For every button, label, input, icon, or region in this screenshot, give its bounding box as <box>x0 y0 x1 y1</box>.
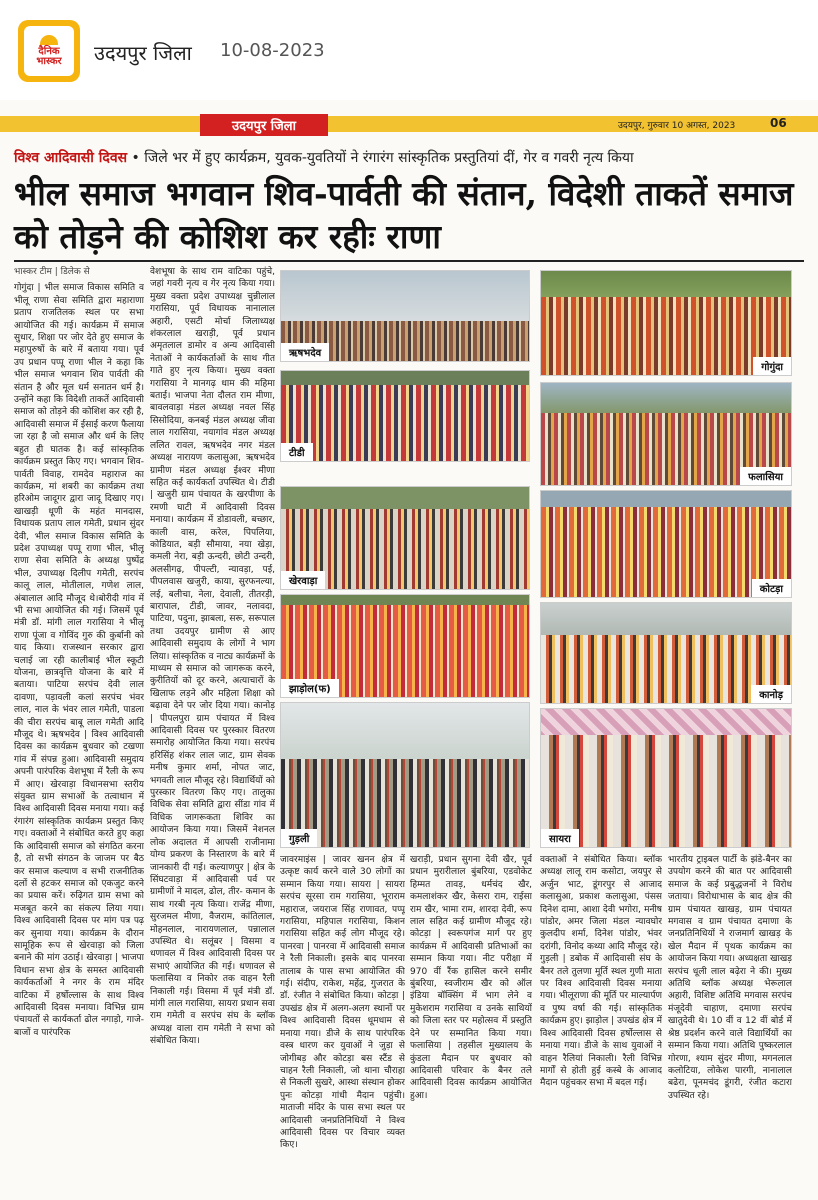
article-column-6 <box>668 854 792 1194</box>
section-strip <box>0 114 818 136</box>
column-1-text: गोगुंदा | भील समाज विकास समिति व भीलू राणा सेवा समिति द्वारा महाराणा प्रताप राजतिलक स्थल पर सभा आयोजित की गई। कार्यक्रम में समाज सुधार, शिक्षा पर जोर देते हुए समाज के महापुरुषों के बारे में बताया गया। पूर्व उप प्रधान पप्पू राणा भील ने कहा कि भील समाज भगवान शिव पार्वती की संतान है और मूल धर्म सनातन धर्म है। उन्होंने कहा कि विदेशी ताकतें आदिवासी समाज को तोड़ने की कोशिश कर रही है, आदिवासी समाज में ईसाई करण फैलाया जा रहा है जो समाज और धर्म के लिए बहुत ही घातक है। कई सांस्कृतिक कार्यक्रम प्रस्तुत किए गए। भगवान शिव-पार्वती विवाह, रामदेव महाराज का कार्यक्रम, मां शबरी का कार्यक्रम तथा हरिओम जादूगर द्वारा जादू दिखाए गए। खाखड़ी धूणी के महंत मानदास, विधायक प्रताप लाल गमेती, प्रधान सुंदर देवी, भील समाज विकास समिति के प्रदेश उपाध्यक्ष पप्पू राणा भील, भीलू राणा सेवा समिति के अध्यक्ष पुष्पेंद्र भील, उपाध्यक्ष दिलीप गमेती, सरपंच कालू लाल, मोतीलाल, गणेश लाल, अंबालाल आदि मौजूद थे।बोरीदी गांव में भी सभा आयोजित की गई। जिसमें पूर्व मंत्री डॉ. मांगी लाल गरासिया ने भीलू राणा पूंजा व गोविंद गुरु की कुर्बानी को याद किया। राजस्थान सरकार द्वारा चलाई जा रही कालीबाई भील स्कूटी योजना, छात्रवृत्ति योजना के बारे में बताया। पाटिया सरपंच देवी लाल दावणा, पड़ावली कलां सरपंच भंवर लाल, नाल के भंवर लाल गमेती, पाडला की चीरा सरपंच बाबू लाल गमेती आदि मौजूद थे। ऋषभदेव | विश्व आदिवासी दिवस का कार्यक्रम बुधवार को टखणा गांव में संपन्न हुआ। आदिवासी समुदाय अपनी पारंपरिक वेशभूषा में रैली के रूप में आए। खेरवाड़ा विधानसभा स्तरीय संयुक्त ग्राम सभाओं के तत्वाधान में विश्व आदिवासी दिवस मनाया गया। कई रंगारंग सांस्कृतिक कार्यक्रम प्रस्तुत किए गए। वक्ताओं ने संबोधित करते हुए कहा कि आदिवासी समाज को संगठित करना है, तो सभी संगठन के जाजम पर बैठ कर समाज कल्याण व सभी राजनीतिक दलों से हटकर समाज को एकजुट करने का प्रयास करें। रुढ़िगत ग्राम सभा को मजबूत करने का संकल्प लिया गया। विश्व आदिवासी दिवस पर मांग पत्र पढ़ कर सुनाया गया। कार्यक्रम के दौरान सामूहिक रूप से खेरवाड़ा को जिला बनाने की मांग उठाई। खेरवाड़ा | भाजपा विधान सभा क्षेत्र के समस्त आदिवासी कार्यकर्ताओं ने नगर के राम मंदिर वाटिका में हर्षोल्लास के साथ विश्व आदिवासी दिवस मनाया। विभिन्न ग्राम पंचायतों से कार्यकर्ता ढोल नगाड़ो, गाजे-बाजों व पारंपरिक <box>14 283 144 1038</box>
photo-gogunda <box>540 270 792 376</box>
byline: भास्कर टीम | डिलेक से <box>14 267 90 277</box>
sun-icon <box>40 35 58 45</box>
column-4-text: खराड़ी, प्रधान सुगना देवी खैर, पूर्व प्रधान मुरारीलाल बुंबरिया, एडवोकेट हिम्मत तावड़, धर्मचंद खैर, कमलाशंकर खैर, केसरा राम, राईसा राम खैर, भामा राम, शारदा देवी, रूप लाल सहित कई ग्रामीण मौजूद रहे। कोटड़ा | स्वरूपगंज मार्ग पर हुए कार्यक्रम में आदिवासी प्रतिभाओं का सम्मान किया गया। नीट परीक्षा में 970 वीं रैंक हासिल करने समीर बुंबरिया, स्वजीराम खैर को ऑल इंडिया बॉक्सिंग में भाग लेने व मुकेशराम गरासिया व उनके साथियों को जिला स्तर पर महोत्सव में प्रस्तुति देने पर सम्मानित किया गया। फलासिया | तहसील मुख्यालय के कुंडला मैदान पर बुधवार को आदिवासी परिवार के बैनर तले आदिवासी दिवस कार्यक्रम आयोजित हुआ। <box>410 855 532 1101</box>
logo-badge <box>24 26 74 76</box>
edition-name: उदयपुर जिला <box>94 41 192 65</box>
section-label: उदयपुर जिला <box>200 114 328 136</box>
top-bar <box>0 0 818 100</box>
photo-kherwara <box>280 486 530 590</box>
photo-kanod <box>540 602 792 704</box>
photo-caption: फलासिया <box>740 467 791 485</box>
photo-caption: ऋषभदेव <box>281 343 329 361</box>
headline: भील समाज भगवान शिव-पार्वती की संतान, विदेशी ताकतें समाज को तोड़ने की कोशिश कर रहीः राणा <box>14 174 794 256</box>
newspaper-page <box>0 100 818 1200</box>
photo-caption: सायरा <box>541 829 579 847</box>
column-6-text: भारतीय ट्राइबल पार्टी के झंडे-बैनर का उपयोग करने की बात पर आदिवासी समाज के कई प्रबुद्धजनों ने विरोध जताया। विरोधाभास के बाद क्षेत्र की ग्राम पंचायत खाखड़, ग्राम पंचायत मगवास व ग्राम पंचायत दमाणा के जनप्रतिनिधियों ने राजमार्ग खाखड़ के खेल मैदान में पृथक कार्यक्रम का आयोजन किया गया। अध्यक्षता खाखड़ सरपंच धूली लाल बढ़ेरा ने की। मुख्य अतिथि ब्लॉक अध्यक्ष भेरूलाल अहारी, विशिष्ट अतिथि मगवास सरपंच मंजूदेवी चाहाण, दमाणा सरपंच खातुदेवी थे। 10 वीं व 12 वीं बोर्ड में श्रेष्ठ प्रदर्शन करने वाले विद्यार्थियों का सम्मान किया गया। अतिथि पुष्करलाल गोरणा, श्याम सुंदर मीणा, मगनलाल कलोटिया, लोकेश पारगी, नानालाल बढेरा, पूनमचंद डूंगरी, रंजीत कटारा उपस्थित रहे। <box>668 855 792 1101</box>
article-column-2 <box>150 266 275 1194</box>
page-date-line: उदयपुर, गुरुवार 10 अगस्त, 2023 <box>618 121 736 131</box>
article-column-4 <box>410 854 532 1194</box>
article-column-5 <box>540 854 662 1194</box>
photo-tidi <box>280 370 530 462</box>
kicker-topic: विश्व आदिवासी दिवस <box>14 150 128 166</box>
photo-gudli <box>280 702 530 848</box>
column-2-text: वेशभूषा के साथ राम वाटिका पहुंचे, जहां गवरी नृत्य व गेर नृत्य किया गया। मुख्य वक्ता प्रदेश उपाध्यक्ष चुन्नीलाल गरासिया, पूर्व विधायक नानालाल अहारी, एसटी मोर्चा जिलाध्यक्ष शंकरलाल खराड़ी, पूर्व प्रधान अमृतलाल डामोर व अन्य आदिवासी नेताओं ने कार्यकर्ताओं के साथ गीत गाते हुए नृत्य किया। मुख्य वक्ता गरासिया ने मानगढ़ धाम की महिमा बताई। भाजपा नेता दौलत राम मीणा, बावलवाड़ा मंडल अध्यक्ष नवल सिंह सिसोदिया, कनबई मंडल अध्यक्ष जीवा लाल गरासिया, नयागांव मंडल अध्यक्ष ललित रावल, ऋषभदेव नगर मंडल अध्यक्ष नारायण कलासुआ, ऋषभदेव ग्रामीण मंडल अध्यक्ष ईश्वर मीणा सहित कई कार्यकर्ता उपस्थित थे। टीडी | खजुरी ग्राम पंचायत के खरपीणा के रमणी घाटी में आदिवासी दिवस मनाया। कार्यक्रम में डोडावली, बच्छार, काली वास, करेल, पिपलिया, कोडियात, बड़ी सौमाया, नया खेड़ा, कमली नेरा, बड़ी ऊन्दरी, छोटी उन्दरी, अलसीगढ़, पीपल्टी, न्यावड़ा, पई, पीपलवास खजुरी, काया, सुरफनल्या, लई, बलीचा, नेला, देवाली, तीतरड़ी, बारापाल, टीडी, जावर, नलावदा, पाटिया, पदुना, झाबला, सरू, सरूपाल तथा उदयपुर ग्रामीण से आए आदिवासी समुदाय के लोगों ने भाग लिया। सांस्कृतिक व नाट्य कार्यक्रमों के माध्यम से समाज को जागरूक करने, कुरीतियों को दूर करने, अत्याचारों के खिलाफ लड़ने और महिला शिक्षा को बढ़ावा देने पर जोर दिया गया। कानोड़ | पीपलपुरा ग्राम पंचायत में विश्व आदिवासी दिवस पर पुरस्कार वितरण समारोह आयोजित किया गया। सरपंच हरिसिंह शंकर लाल जाट, ग्राम सेवक मनीष कुमार शर्मा, नोपत जाट, भगवती लाल मौजूद रहे। विद्यार्थियों को पुरस्कार वितरण किए गए। तालुका विधिक सेवा समिति द्वारा सींडा गांव में विधिक जागरूकता शिविर का आयोजन किया गया। जिसमें नेशनल लोक अदालत में आपसी राजीनामा योग्य प्रकरण के निस्तारण के बारे में जानकारी दी गई। कल्याणपुर | क्षेत्र के सिंघटवाड़ा में आदिवासी पर्व पर ग्रामीणों ने मादल, ढोल, तीर- कमान के साथ गरबी नृत्य किया। राजेंद्र मीणा, सुरजमल मीणा, वैजराम, कांतिलाल, मोहनलाल, नारायणलाल, पन्नालाल उपस्थित थे। सलूंबर | विसमा व धणावल में विश्व आदिवासी दिवस पर सभाएं आयोजित की गई। धणावल से फलासिया व निकोर तक वाहन रैली निकाली गई। विसमा में पूर्व मंत्री डॉ. मांगी लाल गरासिया, सायरा प्रधान सवा राम गमेती व सरपंच संघ के ब्लॉक अध्यक्ष वाला राम गमेती ने सभा को संबोधित किया। <box>150 267 275 1047</box>
photo-kotra <box>540 490 792 598</box>
photo-caption: गोगुंदा <box>753 357 791 375</box>
photo-jhadol <box>280 594 530 698</box>
headline-rule <box>14 260 804 262</box>
photo-caption: गुड़ली <box>281 829 317 847</box>
column-5-text: वक्ताओं ने संबोधित किया। ब्लॉक अध्यक्ष लालू राम कसोटा, जयपुर से अर्जुन भाट, डूंगरपुर से आजाद कलासुआ, प्रकाश कलासुआ, पंसस दिनेश दामा, आशा देवी भगोरा, मनीष पांडोर, अमर जिला मंडल न्यावघोर कुलदीप शर्मा, दिनेश पांडोर, भंवर दरांगी, विनोद कथ्या आदि मौजूद रहे। गुड़ली | डबोक में आदिवासी संघ के बैनर तले तुलणा मूर्ति स्थल गुणी माता पर विश्व आदिवासी दिवस मनाया गया। भीलूराणा की मूर्ति पर माल्यार्पण व पुष्प वर्षा की गई। सांस्कृतिक कार्यक्रम हुए। झाड़ोल | उपखंड क्षेत्र में विश्व आदिवासी दिवस हर्षोल्लास से मनाया गया। डीजे के साथ युवाओं ने वाहन रैलियां निकाली। रैली विभिन्न मार्गों से होती हुई कस्बे के आजाद मैदान पहुंचकर सभा में बदल गई। <box>540 855 662 1089</box>
edition-date: 10-08-2023 <box>220 40 325 61</box>
photo-caption: कानोड़ <box>751 685 791 703</box>
logo-text-line2: भास्कर <box>36 56 62 67</box>
photo-caption: कोटड़ा <box>752 579 791 597</box>
article-column-3 <box>280 854 405 1194</box>
photo-caption: टीडी <box>281 443 313 461</box>
logo-text-line1: दैनिक <box>38 46 60 57</box>
column-3-text: जावरमाइंस | जावर खनन क्षेत्र में उत्कृष्ट कार्य करने वाले 30 लोगों का सम्मान किया गया। सायरा | सायरा सरपंच सूरसा राम गरासिया, भूराराम महाराज, जयराज सिंह राणावत, पप्पू गरासिया, महिपाल गरासिया, किशन गरासिया सहित कई लोग मौजूद रहे। पानरवा | पानरवा में आदिवासी समाज ने रैली निकाली। इसके बाद पानरवा तालाब के पास सभा आयोजित की गई। संदीप, राकेश, महेंद्र, गुजरात के डॉ. रंजीत ने संबोधित किया। कोटड़ा | उपखंड क्षेत्र में अलग-अलग स्थानों पर विश्व आदिवासी दिवस धूमधाम से मनाया गया। डीजे के साथ पारंपरिक वस्त्र धारण कर युवाओं ने जुड़ा से जोगीबड़ और कोटड़ा बस स्टैंड से चाहन रैली निकाली, जो थाना चौराहा से निकली सुखरे, आस्था संस्थान होकर पुनः कोटड़ा गांधी मैदान पहुंची। माताजी मंदिर के पास सभा स्थल पर आदिवासी जनप्रतिनिधियों ने विश्व आदिवासी दिवस पर विचार व्यक्त किए। <box>280 855 405 1151</box>
page-number: 06 <box>770 116 787 130</box>
article-column-1 <box>14 266 144 1194</box>
photo-sayra <box>540 708 792 848</box>
photo-falasiya <box>540 382 792 486</box>
kicker-text: • जिले भर में हुए कार्यक्रम, युवक-युवतियों ने रंगारंग सांस्कृतिक प्रस्तुतियां दीं, गेर व गवरी नृत्य किया <box>127 150 634 166</box>
kicker <box>14 148 804 167</box>
photo-caption: झाड़ोल(फ) <box>281 679 339 697</box>
photo-caption: खेरवाड़ा <box>281 571 325 589</box>
photo-rishabhdev <box>280 270 530 362</box>
dainik-bhaskar-logo[interactable] <box>18 20 80 82</box>
